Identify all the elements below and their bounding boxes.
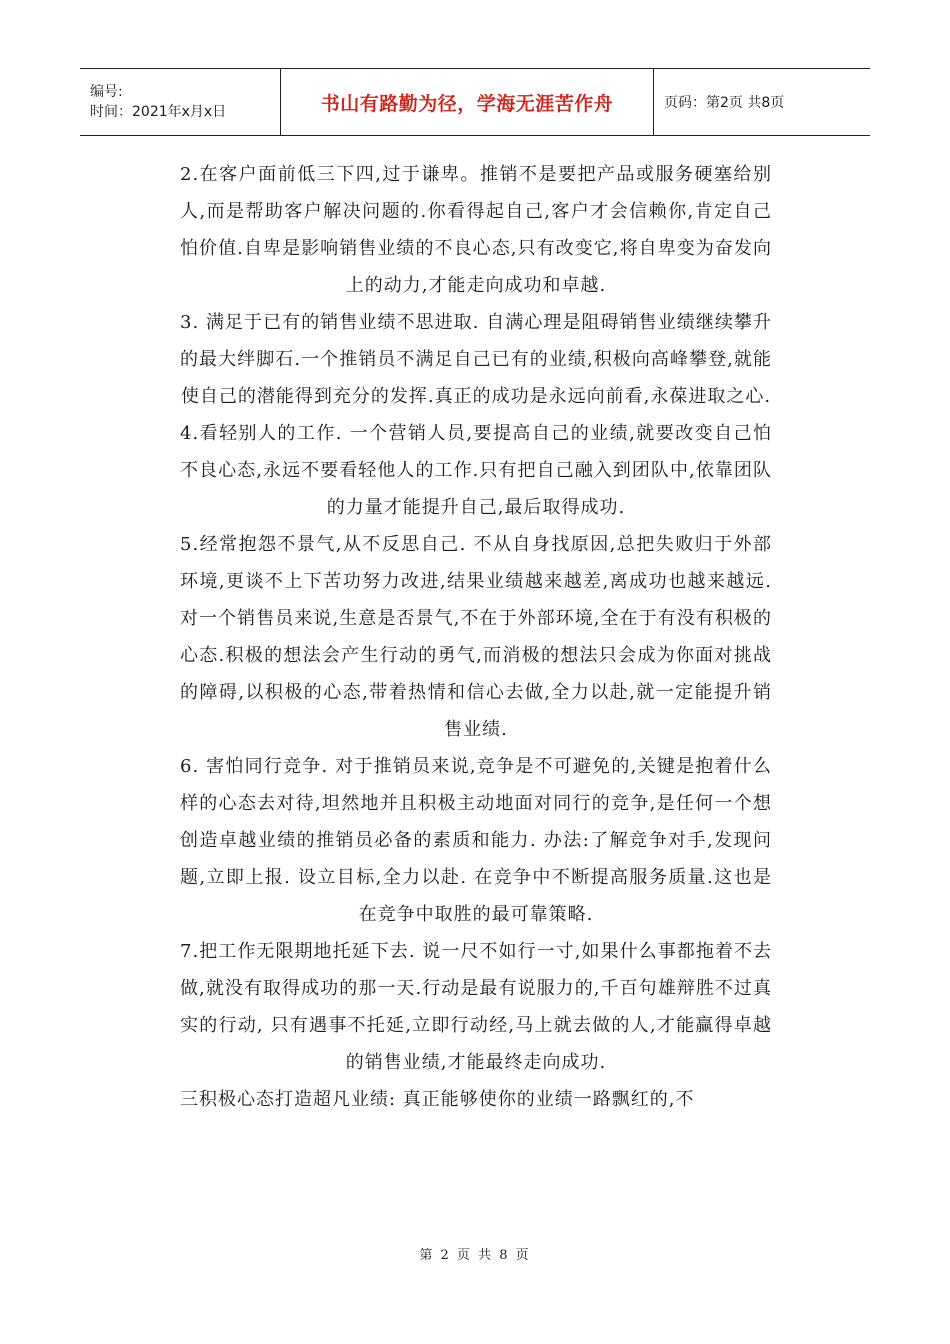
- paragraph: 3. 满足于已有的销售业绩不思进取. 自满心理是阻碍销售业绩继续攀升的最大绊脚石.一个推销员不满足自己已有的业绩,积极向高峰攀登,就能使自己的潜能得到充分的发挥.真正的成功是永远向前看,永葆进取之心.: [180, 312, 772, 407]
- document-number-label: 编号:: [90, 84, 123, 100]
- header-meta: [80, 69, 281, 135]
- paragraph: 2.在客户面前低三下四,过于谦卑。推销不是要把产品或服务硬塞给别人,而是帮助客户解决问题的.你看得起自己,客户才会信赖你,肯定自己怕价值.自卑是影响销售业绩的不良心态,只有改变它,将自卑变为奋发向上的动力,才能走向成功和卓越.: [180, 164, 772, 296]
- paragraph: 5.经常抱怨不景气,从不反思自己. 不从自身找原因,总把失败归于外部环境,更谈不上下苦功努力改进,结果业绩越来越差,离成功也越来越远.对一个销售员来说,生意是否景气,不在于外部环境,全在于有没有积极的心态.积极的想法会产生行动的勇气,而消极的想法只会成为你面对挑战的障碍,以积极的心态,带着热情和信心去做,全力以赴,就一定能提升销售业绩.: [180, 534, 772, 740]
- header-page-info: [654, 69, 870, 135]
- paragraph: 6. 害怕同行竞争. 对于推销员来说,竞争是不可避免的,关键是抱着什么样的心态去对待,坦然地并且积极主动地面对同行的竞争,是任何一个想创造卓越业绩的推销员必备的素质和能力. 办法:了解竞争对手,发现问题,立即上报. 设立目标,全力以赴. 在竞争中不断提高服务质量.这也是在竞争中取胜的最可靠策略.: [180, 756, 772, 925]
- page-footer: [0, 1244, 950, 1263]
- document-time-label: 时间：2021年x月x日: [90, 104, 227, 120]
- paragraph: 7.把工作无限期地托延下去. 说一尺不如行一寸,如果什么事都拖着不去做,就没有取得成功的那一天.行动是最有说服力的,千百句雄辩胜不过真实的行动, 只有遇事不托延,立即行动经,马上就去做的人,才能赢得卓越的销售业绩,才能最终走向成功.: [180, 941, 772, 1073]
- header-motto: [281, 69, 654, 135]
- paragraph: 三积极心态打造超凡业绩: 真正能够使你的业绩一路飘红的,不: [180, 1089, 695, 1110]
- motto-text: 书山有路勤为径，学海无涯苦作舟: [320, 92, 614, 115]
- page-info-text: 页码：第2页 共8页: [664, 95, 785, 111]
- paragraph: 4.看轻别人的工作. 一个营销人员,要提高自己的业绩,就要改变自己怕不良心态,永远不要看轻他人的工作.只有把自己融入到团队中,依靠团队的力量才能提升自己,最后取得成功.: [180, 423, 772, 518]
- footer-page-number: 第 2 页 共 8 页: [419, 1248, 531, 1263]
- page-header: [80, 68, 870, 136]
- document-body: [180, 156, 772, 1118]
